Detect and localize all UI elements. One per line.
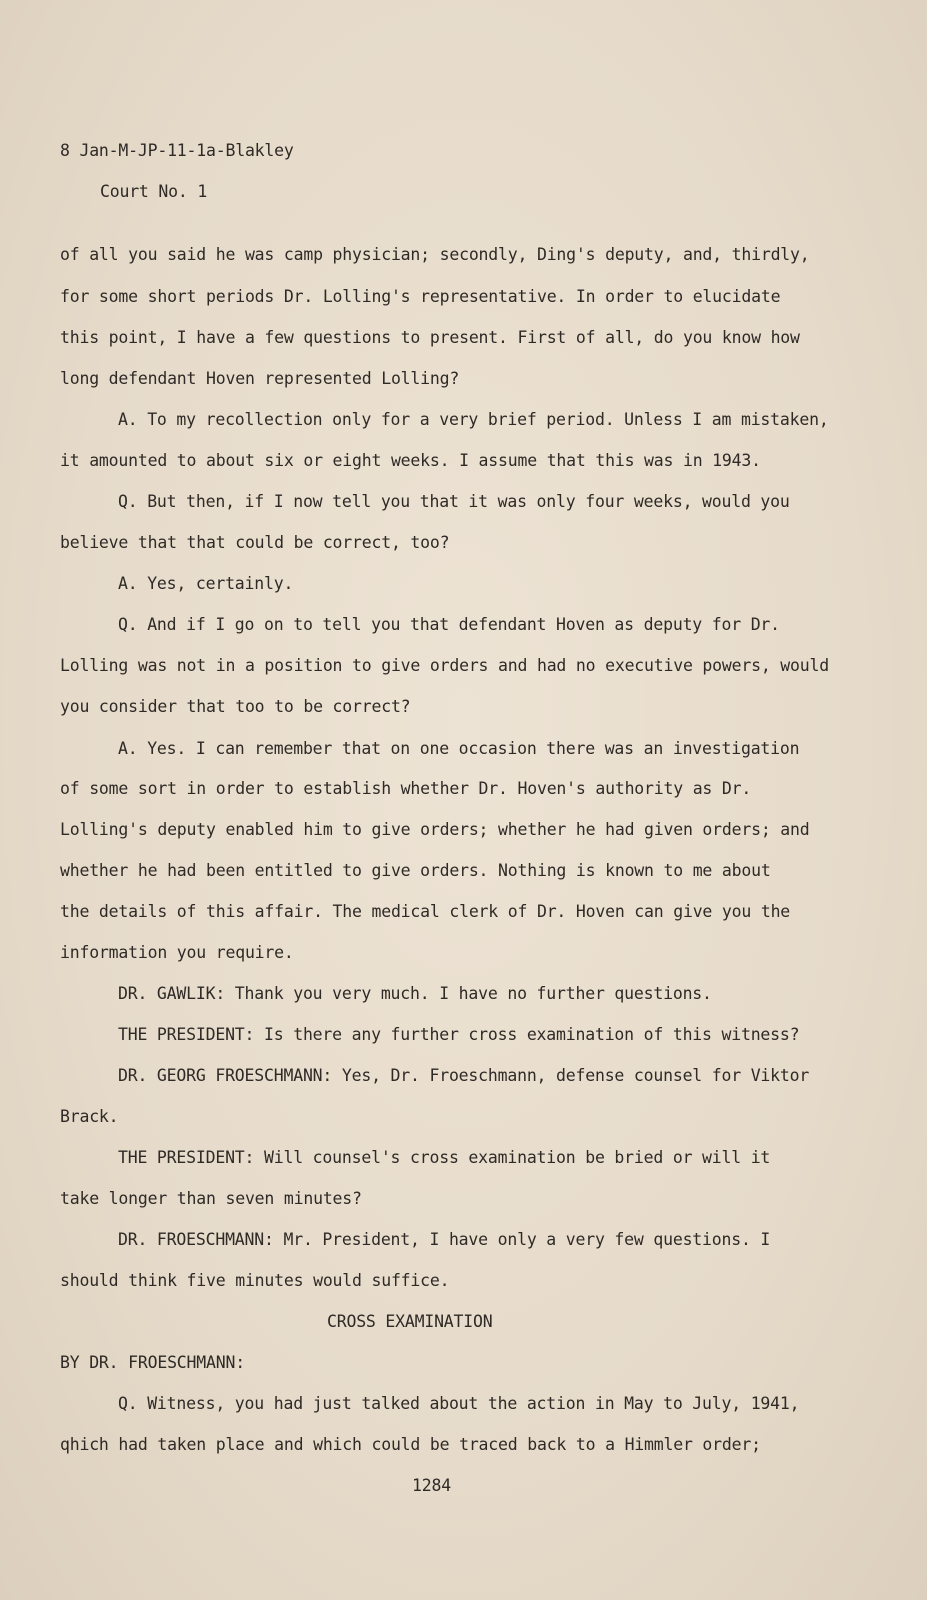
body-line: of all you said he was camp physician; secondly, Ding's deputy, and, thirdly, [60, 245, 810, 264]
body-line: long defendant Hoven represented Lolling? [60, 369, 460, 388]
body-line: A. Yes. I can remember that on one occasion there was an investigation [118, 739, 800, 758]
body-line: Q. Witness, you had just talked about the action in May to July, 1941, [118, 1394, 800, 1413]
body-line: should think five minutes would suffice. [60, 1271, 450, 1290]
body-line: DR. FROESCHMANN: Mr. President, I have only a very few questions. I [118, 1230, 771, 1249]
body-line: whether he had been entitled to give orders. Nothing is known to me about [60, 861, 771, 880]
body-line: A. To my recollection only for a very brief period. Unless I am mistaken, [118, 410, 829, 429]
body-line: A. Yes, certainly. [118, 574, 294, 593]
body-line: Q. And if I go on to tell you that defendant Hoven as deputy for Dr. [118, 615, 780, 634]
body-line: Brack. [60, 1107, 119, 1126]
body-line: DR. GAWLIK: Thank you very much. I have no further questions. [118, 984, 712, 1003]
body-line: the details of this affair. The medical clerk of Dr. Hoven can give you the [60, 902, 791, 921]
body-line: DR. GEORG FROESCHMANN: Yes, Dr. Froeschmann, defense counsel for Viktor [118, 1066, 810, 1085]
body-line: for some short periods Dr. Lolling's representative. In order to elucidate [60, 287, 781, 306]
body-line: THE PRESIDENT: Is there any further cross examination of this witness? [118, 1025, 800, 1044]
header-reference: 8 Jan-M-JP-11-1a-Blakley [60, 141, 294, 160]
body-line: qhich had taken place and which could be traced back to a Himmler order; [60, 1435, 761, 1454]
section-heading: CROSS EXAMINATION [327, 1312, 493, 1331]
examiner-line: BY DR. FROESCHMANN: [60, 1353, 245, 1372]
body-line: it amounted to about six or eight weeks. I assume that this was in 1943. [60, 451, 761, 470]
body-line: THE PRESIDENT: Will counsel's cross examination be bried or will it [118, 1148, 771, 1167]
body-line: Lolling was not in a position to give orders and had no executive powers, would [60, 656, 829, 675]
body-line: this point, I have a few questions to present. First of all, do you know how [60, 328, 800, 347]
body-line: Lolling's deputy enabled him to give orders; whether he had given orders; and [60, 820, 810, 839]
body-line: of some sort in order to establish whether Dr. Hoven's authority as Dr. [60, 779, 752, 798]
body-line: take longer than seven minutes? [60, 1189, 362, 1208]
body-line: believe that that could be correct, too? [60, 533, 450, 552]
header-court: Court No. 1 [100, 182, 208, 201]
body-line: Q. But then, if I now tell you that it was only four weeks, would you [118, 492, 790, 511]
body-line: information you require. [60, 943, 294, 962]
body-line: you consider that too to be correct? [60, 697, 411, 716]
page-number: 1284 [412, 1476, 451, 1495]
